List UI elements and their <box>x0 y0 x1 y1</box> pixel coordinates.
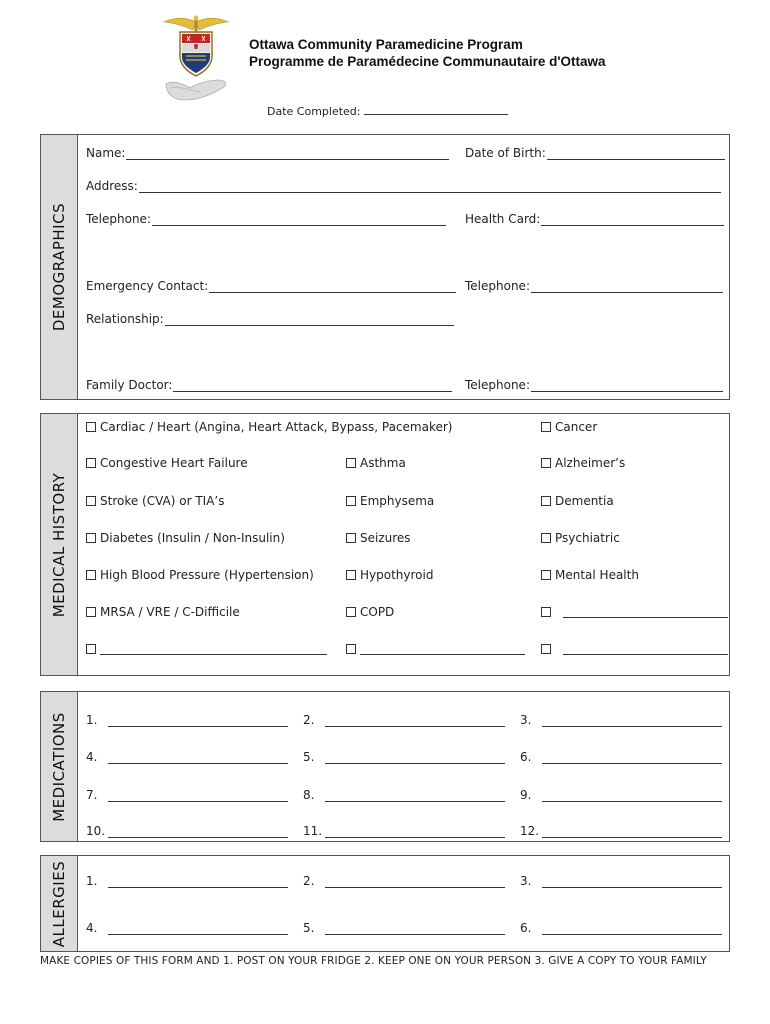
medication-entry-2[interactable] <box>303 713 505 727</box>
checkbox-square[interactable] <box>86 533 96 543</box>
allergy-entry-2[interactable] <box>303 874 505 888</box>
medical-history-section-label: MEDICAL HISTORY <box>50 472 68 617</box>
medication-entry-6[interactable] <box>520 750 722 764</box>
medication-entry-11[interactable] <box>303 824 505 838</box>
name-field[interactable] <box>86 146 449 160</box>
entry-line[interactable] <box>542 789 722 802</box>
entry-number: 2. <box>303 713 315 727</box>
entry-line[interactable] <box>542 751 722 764</box>
paramedic-crest-logo <box>160 14 232 106</box>
entry-number: 3. <box>520 713 532 727</box>
entry-number: 12. <box>520 824 540 838</box>
checkbox-diabetes[interactable] <box>86 531 285 545</box>
checkbox-square[interactable] <box>541 533 551 543</box>
dob-field[interactable] <box>465 146 725 160</box>
checkbox-other-1[interactable] <box>541 605 728 618</box>
name-line[interactable] <box>126 147 449 160</box>
entry-number: 11. <box>303 824 323 838</box>
checkbox-hypertension[interactable] <box>86 568 314 582</box>
checkbox-label: Congestive Heart Failure <box>100 456 248 470</box>
entry-line[interactable] <box>542 922 722 935</box>
entry-line[interactable] <box>108 922 288 935</box>
checkbox-other-line[interactable] <box>563 605 728 618</box>
telephone-label: Telephone: <box>86 212 151 226</box>
entry-line[interactable] <box>542 714 722 727</box>
medication-entry-1[interactable] <box>86 713 288 727</box>
checkbox-other-4[interactable] <box>541 642 728 655</box>
entry-number: 7. <box>86 788 98 802</box>
checkbox-label: Emphysema <box>360 494 435 508</box>
checkbox-square[interactable] <box>541 496 551 506</box>
checkbox-label: Psychiatric <box>555 531 620 545</box>
checkbox-square[interactable] <box>346 607 356 617</box>
allergy-entry-6[interactable] <box>520 921 722 935</box>
checkbox-square[interactable] <box>86 644 96 654</box>
entry-number: 2. <box>303 874 315 888</box>
checkbox-square[interactable] <box>541 644 551 654</box>
checkbox-label: Seizures <box>360 531 411 545</box>
address-label: Address: <box>86 179 138 193</box>
entry-number: 8. <box>303 788 315 802</box>
checkbox-square[interactable] <box>541 570 551 580</box>
doctor-telephone-line[interactable] <box>531 379 723 392</box>
checkbox-label: Diabetes (Insulin / Non-Insulin) <box>100 531 285 545</box>
entry-number: 10. <box>86 824 106 838</box>
checkbox-square[interactable] <box>346 496 356 506</box>
telephone-field[interactable] <box>86 212 446 226</box>
entry-line[interactable] <box>325 922 505 935</box>
checkbox-emphysema[interactable] <box>346 494 434 508</box>
allergy-entry-1[interactable] <box>86 874 288 888</box>
checkbox-hypothyroid[interactable] <box>346 568 433 582</box>
demographics-section <box>40 134 730 400</box>
medication-entry-4[interactable] <box>86 750 288 764</box>
checkbox-cardiac[interactable] <box>86 420 452 434</box>
date-completed-line[interactable] <box>364 104 508 115</box>
medications-section <box>40 691 730 842</box>
entry-line[interactable] <box>108 714 288 727</box>
checkbox-label: Dementia <box>555 494 614 508</box>
medical-history-side-bar <box>41 414 78 675</box>
entry-line[interactable] <box>542 825 722 838</box>
entry-number: 3. <box>520 874 532 888</box>
checkbox-square[interactable] <box>86 607 96 617</box>
emergency-telephone-field[interactable] <box>465 279 723 293</box>
checkbox-other-line[interactable] <box>563 642 728 655</box>
allergy-entry-5[interactable] <box>303 921 505 935</box>
checkbox-asthma[interactable] <box>346 456 406 470</box>
checkbox-square[interactable] <box>346 644 356 654</box>
entry-line[interactable] <box>108 751 288 764</box>
checkbox-label: Asthma <box>360 456 406 470</box>
entry-number: 9. <box>520 788 532 802</box>
allergies-side-bar <box>41 856 78 951</box>
dob-line[interactable] <box>547 147 725 160</box>
allergy-entry-3[interactable] <box>520 874 722 888</box>
checkbox-psychiatric[interactable] <box>541 531 620 545</box>
demographics-side-bar <box>41 135 78 399</box>
doctor-telephone-field[interactable] <box>465 378 723 392</box>
checkbox-label: Cancer <box>555 420 598 434</box>
emergency-contact-label: Emergency Contact: <box>86 279 209 293</box>
relationship-line[interactable] <box>165 313 454 326</box>
health-card-field[interactable] <box>465 212 724 226</box>
checkbox-label: High Blood Pressure (Hypertension) <box>100 568 314 582</box>
checkbox-other-3[interactable] <box>346 642 525 655</box>
checkbox-square[interactable] <box>86 422 96 432</box>
checkbox-square[interactable] <box>86 570 96 580</box>
entry-number: 1. <box>86 874 98 888</box>
checkbox-chf[interactable] <box>86 456 248 470</box>
checkbox-dementia[interactable] <box>541 494 614 508</box>
checkbox-mental-health[interactable] <box>541 568 639 582</box>
date-completed-field[interactable] <box>267 104 508 118</box>
entry-number: 6. <box>520 750 532 764</box>
checkbox-alzheimers[interactable] <box>541 456 625 470</box>
emergency-telephone-line[interactable] <box>531 280 723 293</box>
program-title-en: Ottawa Community Paramedicine Program <box>249 37 523 52</box>
checkbox-other-line[interactable] <box>100 642 327 655</box>
medication-entry-7[interactable] <box>86 788 288 802</box>
checkbox-other-2[interactable] <box>86 642 327 655</box>
checkbox-square[interactable] <box>346 458 356 468</box>
entry-number: 5. <box>303 750 315 764</box>
checkbox-label: Alzheimer’s <box>555 456 626 470</box>
checkbox-square[interactable] <box>541 458 551 468</box>
dob-label: Date of Birth: <box>465 146 546 160</box>
family-doctor-field[interactable] <box>86 378 452 392</box>
checkbox-label: MRSA / VRE / C-Difficile <box>100 605 240 619</box>
checkbox-square[interactable] <box>86 458 96 468</box>
allergies-section <box>40 855 730 952</box>
medications-side-bar <box>41 692 78 841</box>
checkbox-square[interactable] <box>86 496 96 506</box>
entry-line[interactable] <box>108 825 288 838</box>
checkbox-square[interactable] <box>541 422 551 432</box>
entry-number: 1. <box>86 713 98 727</box>
entry-line[interactable] <box>325 825 505 838</box>
allergies-section-label: ALLERGIES <box>50 860 68 947</box>
relationship-label: Relationship: <box>86 312 164 326</box>
checkbox-mrsa[interactable] <box>86 605 240 619</box>
entry-number: 5. <box>303 921 315 935</box>
medication-entry-12[interactable] <box>520 824 722 838</box>
telephone-line[interactable] <box>152 213 446 226</box>
emergency-contact-line[interactable] <box>209 280 456 293</box>
entry-line[interactable] <box>325 789 505 802</box>
entry-number: 4. <box>86 921 98 935</box>
checkbox-square[interactable] <box>346 570 356 580</box>
checkbox-copd[interactable] <box>346 605 394 619</box>
checkbox-cancer[interactable] <box>541 420 597 434</box>
family-doctor-label: Family Doctor: <box>86 378 173 392</box>
health-card-label: Health Card: <box>465 212 541 226</box>
checkbox-square[interactable] <box>541 607 551 617</box>
health-card-line[interactable] <box>541 213 724 226</box>
checkbox-square[interactable] <box>346 533 356 543</box>
medication-entry-10[interactable] <box>86 824 288 838</box>
checkbox-label: Cardiac / Heart (Angina, Heart Attack, Bypass, Pacemaker) <box>100 420 453 434</box>
medical-history-section <box>40 413 730 676</box>
entry-line[interactable] <box>542 875 722 888</box>
entry-number: 6. <box>520 921 532 935</box>
entry-line[interactable] <box>325 751 505 764</box>
entry-number: 4. <box>86 750 98 764</box>
entry-line[interactable] <box>325 875 505 888</box>
footer-instructions: MAKE COPIES OF THIS FORM AND 1. POST ON YOUR FRIDGE 2. KEEP ONE ON YOUR PERSON 3. GIVE A COPY TO YOUR FAMILY <box>40 955 707 967</box>
emergency-contact-field[interactable] <box>86 279 456 293</box>
date-completed-label: Date Completed: <box>267 105 361 118</box>
checkbox-label: COPD <box>360 605 395 619</box>
medication-entry-9[interactable] <box>520 788 722 802</box>
program-title-fr: Programme de Paramédecine Communautaire d'Ottawa <box>249 54 606 69</box>
medication-entry-3[interactable] <box>520 713 722 727</box>
entry-line[interactable] <box>108 875 288 888</box>
doctor-telephone-label: Telephone: <box>465 378 530 392</box>
name-label: Name: <box>86 146 126 160</box>
entry-line[interactable] <box>325 714 505 727</box>
medication-entry-5[interactable] <box>303 750 505 764</box>
checkbox-label: Mental Health <box>555 568 639 582</box>
checkbox-stroke[interactable] <box>86 494 225 508</box>
checkbox-label: Hypothyroid <box>360 568 434 582</box>
emergency-telephone-label: Telephone: <box>465 279 530 293</box>
relationship-field[interactable] <box>86 312 454 326</box>
address-field[interactable] <box>86 179 721 193</box>
demographics-section-label: DEMOGRAPHICS <box>50 202 68 332</box>
family-doctor-line[interactable] <box>173 379 452 392</box>
allergy-entry-4[interactable] <box>86 921 288 935</box>
checkbox-label: Stroke (CVA) or TIA’s <box>100 494 225 508</box>
address-line[interactable] <box>139 180 721 193</box>
medications-section-label: MEDICATIONS <box>50 711 68 822</box>
entry-line[interactable] <box>108 789 288 802</box>
medication-entry-8[interactable] <box>303 788 505 802</box>
checkbox-other-line[interactable] <box>360 642 525 655</box>
checkbox-seizures[interactable] <box>346 531 411 545</box>
